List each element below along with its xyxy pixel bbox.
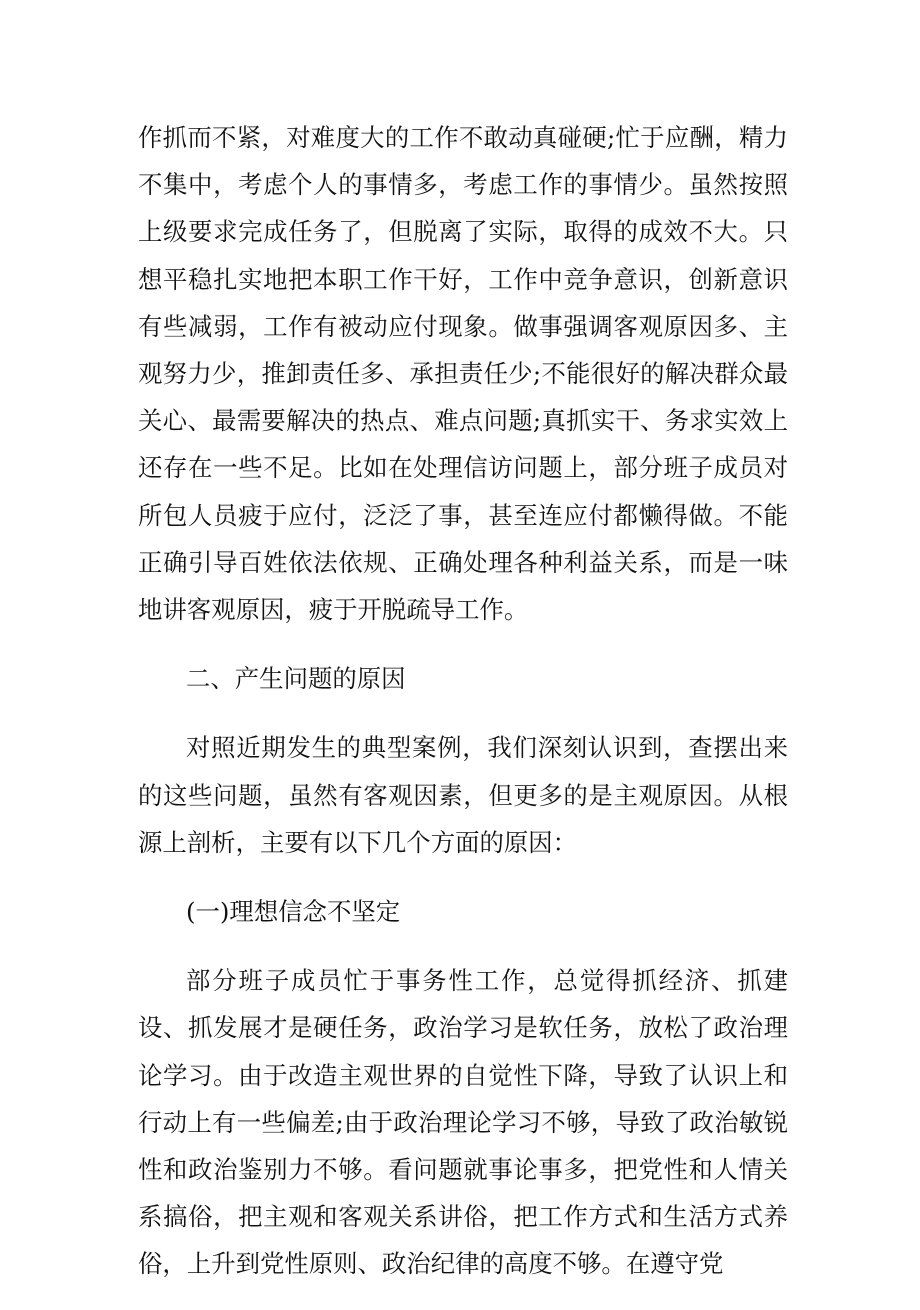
section-heading-causes: 二、产生问题的原因 [186,664,406,694]
subsection-heading-ideals: (一)理想信念不坚定 [186,897,401,927]
paragraph-continuation: 作抓而不紧，对难度大的工作不敢动真碰硬;忙于应酬，精力不集中，考虑个人的事情多，考虑工作的事情少。虽然按照上级要求完成任务了，但脱离了实际，取得的成效不大。只想平稳扎实地把本职工作干好，工作中竞争意识，创新意识有些减弱，工作有被动应付现象。做事强调客观原因多、主观努力少，推卸责任多、承担责任少;不能很好的解决群众最关心、最需要解决的热点、难点问题;真抓实干、务求实效上还存在一些不足。比如在处理信访问题上，部分班子成员对所包人员疲于应付，泛泛了事，甚至连应付都懒得做。不能正确引导百姓依法依规、正确处理各种利益关系，而是一味地讲客观原因，疲于开脱疏导工作。 [138,123,788,625]
paragraph-causes-intro: 对照近期发生的典型案例，我们深刻认识到，查摆出来的这些问题，虽然有客观因素，但更多的是主观原因。从根源上剖析，主要有以下几个方面的原因： [138,733,788,857]
document-body [138,114,788,1310]
paragraph-ideals: 部分班子成员忙于事务性工作，总觉得抓经济、抓建设、抓发展才是硬任务，政治学习是软任务，放松了政治理论学习。由于改造主观世界的自觉性下降，导致了认识上和行动上有一些偏差;由于政治理论学习不够，导致了政治敏锐性和政治鉴别力不够。看问题就事论事多，把党性和人情关系搞俗，把主观和客观关系讲俗，把工作方式和生活方式养俗，上升到党性原则、政治纪律的高度不够。在遵守党 [138,966,788,1279]
